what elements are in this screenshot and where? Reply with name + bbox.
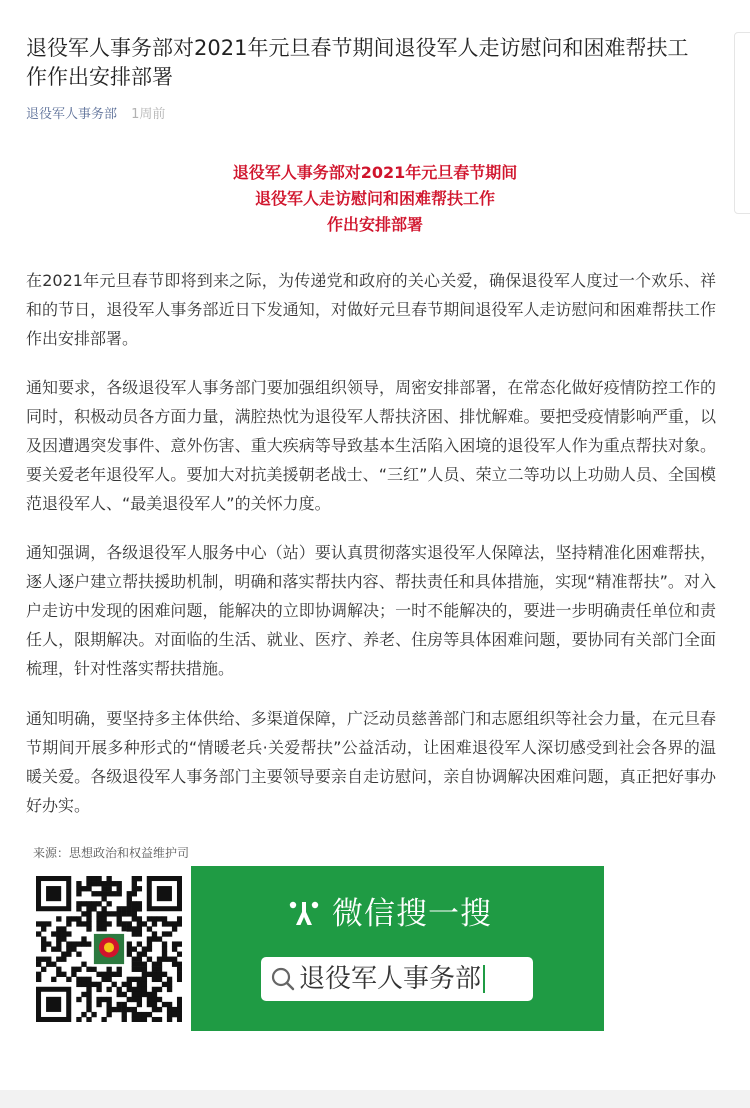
author-link[interactable]: 退役军人事务部 bbox=[26, 107, 118, 122]
wechat-search-header bbox=[286, 894, 492, 934]
qr-code-graphic bbox=[36, 876, 182, 1022]
search-icon bbox=[270, 966, 296, 992]
article-title: 退役军人事务部对2021年元旦春节期间退役军人走访慰问和困难帮扶工作作出安排部署 bbox=[26, 36, 689, 89]
source-note: 来源：思想政治和权益维护司 bbox=[33, 846, 190, 860]
wechat-search-logo-icon bbox=[286, 896, 322, 932]
body-paragraph: 通知要求，各级退役军人事务部门要加强组织领导，周密安排部署，在常态化做好疫情防控工作的同时，积极动员各方面力量，满腔热忱为退役军人帮扶济困、排忧解难。要把受疫情影响严重，以及因遭遇突发事件、意外伤害、重大疾病等导致基本生活陷入困境的退役军人作为重点帮扶对象。要关爱老年退役军人。要加大对抗美援朝老战士、“三红”人员、荣立二等功以上功勋人员、全国模范退役军人、“最美退役军人”的关怀力度。 bbox=[26, 378, 716, 513]
wechat-search-banner[interactable] bbox=[191, 866, 604, 1031]
red-heading bbox=[0, 160, 750, 238]
red-heading-line: 退役军人事务部对2021年元旦春节期间 bbox=[232, 163, 518, 182]
wechat-search-title: 微信搜一搜 bbox=[332, 896, 492, 932]
body-paragraph: 在2021年元旦春节即将到来之际，为传递党和政府的关心关爱，确保退役军人度过一个欢乐、祥和的节日，退役军人事务部近日下发通知，对做好元旦春节期间退役军人走访慰问和困难帮扶工作作出安排部署。 bbox=[26, 271, 716, 348]
red-heading-line: 退役军人走访慰问和困难帮扶工作 bbox=[254, 189, 495, 208]
wechat-search-query: 退役军人事务部 bbox=[299, 964, 482, 994]
bottom-bar bbox=[0, 1090, 750, 1108]
red-heading-line: 作出安排部署 bbox=[326, 215, 423, 234]
wechat-search-box[interactable] bbox=[261, 957, 533, 1001]
qr-code-icon[interactable] bbox=[36, 876, 182, 1022]
body-paragraph: 通知强调，各级退役军人服务中心（站）要认真贯彻落实退役军人保障法，坚持精准化困难帮扶，逐人逐户建立帮扶援助机制，明确和落实帮扶内容、帮扶责任和具体措施，实现“精准帮扶”。对入户走访中发现的困难问题，能解决的立即协调解决；一时不能解决的，要进一步明确责任单位和责任人，限期解决。对面临的生活、就业、医疗、养老、住房等具体困难问题，要协同有关部门全面梳理，针对性落实帮扶措施。 bbox=[26, 543, 716, 678]
publish-time: 1周前 bbox=[131, 107, 166, 122]
text-caret bbox=[483, 965, 485, 993]
article-meta bbox=[26, 106, 165, 124]
body-paragraph: 通知明确，要坚持多主体供给、多渠道保障，广泛动员慈善部门和志愿组织等社会力量，在元旦春节期间开展多种形式的“情暖老兵·关爱帮扶”公益活动，让困难退役军人深切感受到社会各界的温暖关爱。各级退役军人事务部门主要领导要亲自走访慰问，亲自协调解决困难问题，真正把好事办好办实。 bbox=[26, 709, 716, 815]
